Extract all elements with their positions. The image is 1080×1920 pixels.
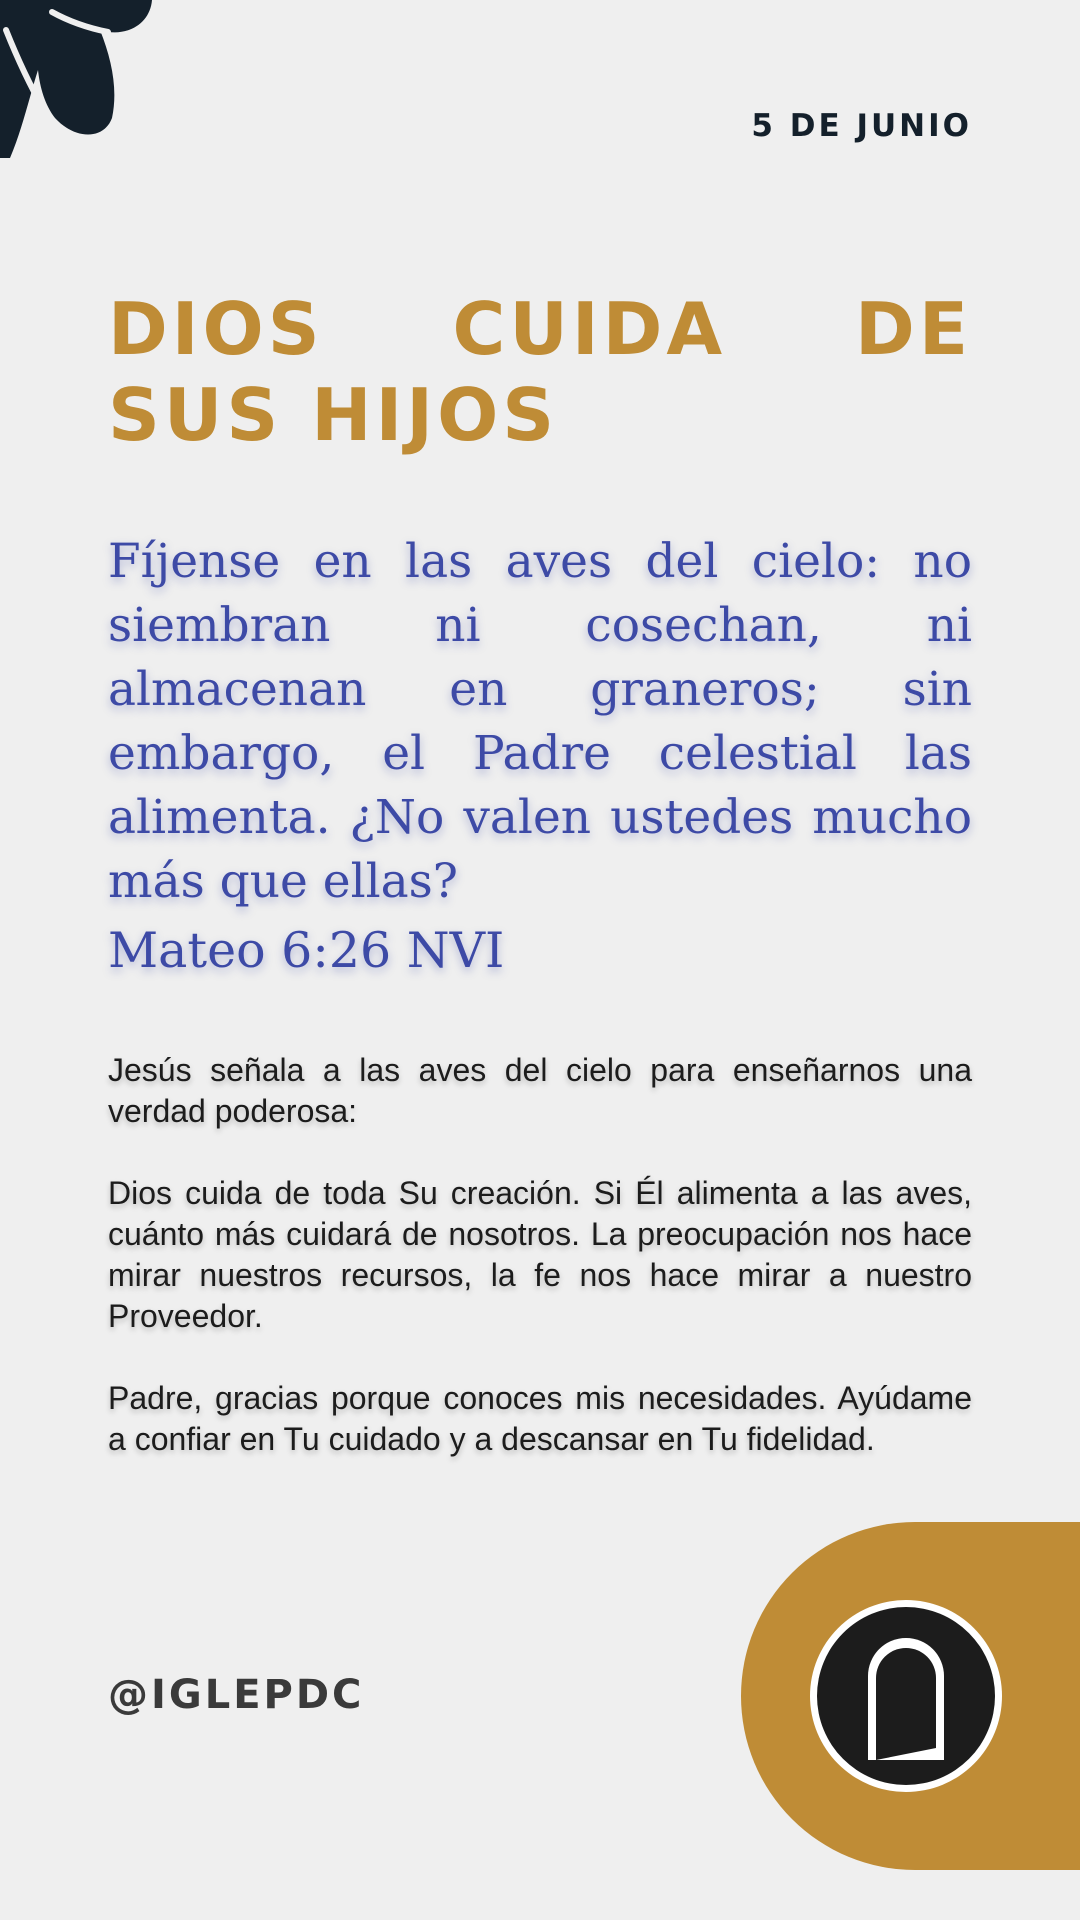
bible-verse: Fíjense en las aves del cielo: no siembran ni cosechan, ni almacenan en graneros; sin embargo, el Padre celestial las alimenta. ¿No valen ustedes mucho más que ellas?: [108, 534, 972, 909]
door-arch-logo-icon: [808, 1598, 1004, 1794]
reflection-paragraph: Dios cuida de toda Su creación. Si Él alimenta a las aves, cuánto más cuidará de nosotros. La preocupación nos hace mirar nuestros recursos, la fe nos hace mirar a nuestro Proveedor.: [108, 1175, 972, 1334]
reflection-text: [108, 1050, 972, 1501]
prayer-paragraph: Padre, gracias porque conoces mis necesidades. Ayúdame a confiar en Tu cuidado y a descansar en Tu fidelidad.: [108, 1380, 972, 1457]
flower-petals-icon: [0, 0, 160, 160]
page-title: DIOS CUIDA DE SUS HIJOS: [108, 287, 972, 457]
logo-badge: [741, 1522, 1080, 1870]
social-handle: @IGLEPDC: [108, 1672, 365, 1718]
verse-reference: Mateo 6:26 NVI: [108, 922, 505, 979]
reflection-paragraph: Jesús señala a las aves del cielo para enseñarnos una verdad poderosa:: [108, 1052, 972, 1129]
date-label: 5 DE JUNIO: [751, 108, 972, 144]
